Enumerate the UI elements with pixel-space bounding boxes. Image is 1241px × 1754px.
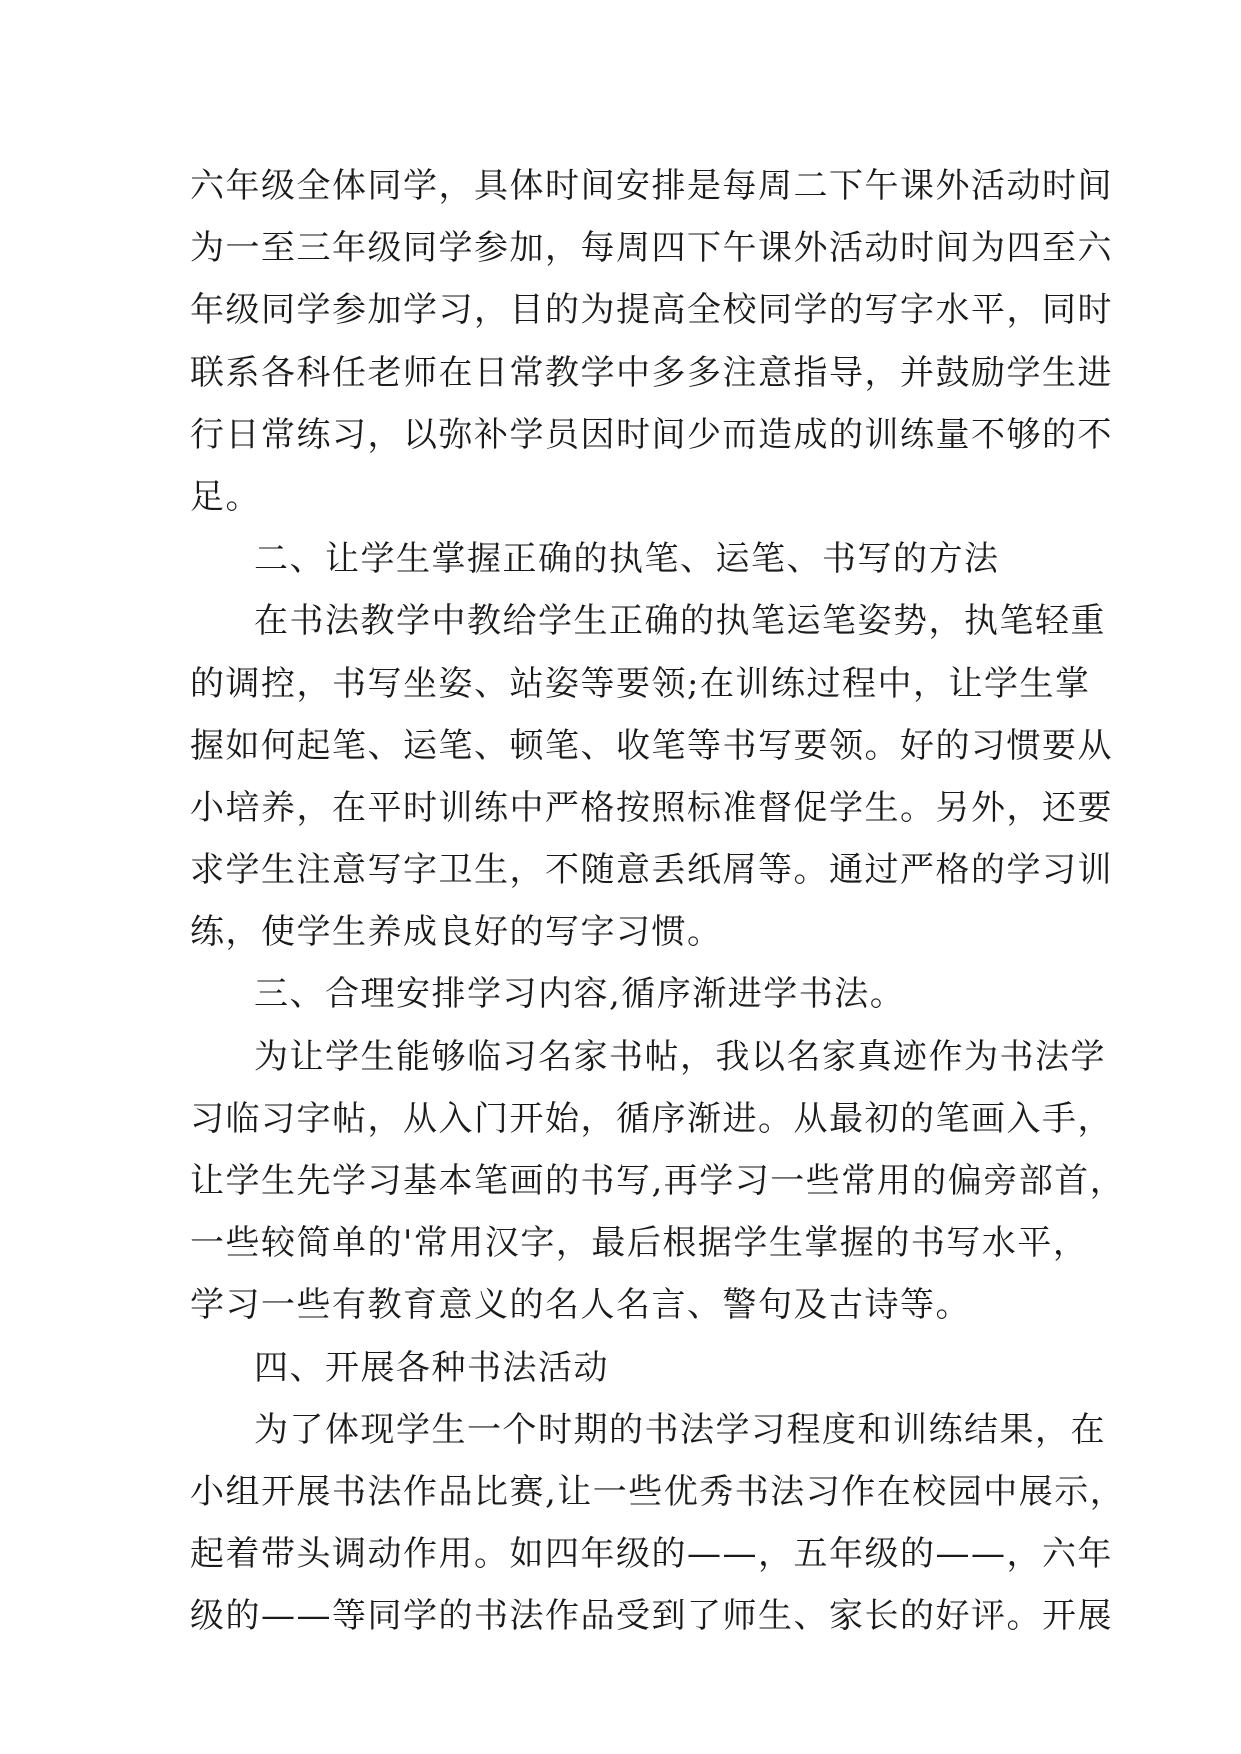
body-line: 为了体现学生一个时期的书法学习程度和训练结果，在 <box>254 1409 1106 1450</box>
body-line: 握如何起笔、运笔、顿笔、收笔等书写要领。好的习惯要从 <box>190 725 1113 766</box>
body-line: 练，使学生养成良好的写字习惯。 <box>190 912 723 953</box>
body-line: 为让学生能够临习名家书帖，我以名家真迹作为书法学 <box>254 1036 1106 1077</box>
body-line: 求学生注意写字卫生，不随意丢纸屑等。通过严格的学习训 <box>190 850 1113 891</box>
document-body <box>190 155 1126 1648</box>
section-heading: 二、让学生掌握正确的执笔、运笔、书写的方法 <box>254 539 1000 580</box>
body-line: 行日常练习，以弥补学员因时间少而造成的训练量不够的不 <box>190 414 1113 455</box>
body-line: 一些较简单的'常用汉字，最后根据学生掌握的书写水平， <box>190 1223 1089 1264</box>
body-line: 习临习字帖，从入门开始，循序渐进。从最初的笔画入手， <box>190 1098 1113 1139</box>
body-line: 让学生先学习基本笔画的书写,再学习一些常用的偏旁部首， <box>190 1161 1126 1201</box>
body-line: 级的——等同学的书法作品受到了师生、家长的好评。开展 <box>190 1596 1113 1637</box>
body-line: 为一至三年级同学参加，每周四下午课外活动时间为四至六 <box>190 228 1113 269</box>
body-line: 足。 <box>190 476 261 517</box>
body-line: 学习一些有教育意义的名人名言、警句及古诗等。 <box>190 1285 971 1326</box>
body-line: 起着带头调动作用。如四年级的——，五年级的——，六年 <box>190 1534 1113 1575</box>
body-line: 小组开展书法作品比赛,让一些优秀书法习作在校园中展示， <box>190 1471 1126 1512</box>
body-line: 联系各科任老师在日常教学中多多注意指导，并鼓励学生进 <box>190 352 1113 393</box>
body-line: 在书法教学中教给学生正确的执笔运笔姿势，执笔轻重 <box>254 601 1106 642</box>
body-line: 小培养，在平时训练中严格按照标准督促学生。另外，还要 <box>190 787 1113 828</box>
section-heading: 三、合理安排学习内容,循序渐进学书法。 <box>254 974 906 1015</box>
body-line: 的调控，书写坐姿、站姿等要领;在训练过程中，让学生掌 <box>190 663 1091 704</box>
section-heading: 四、开展各种书法活动 <box>254 1347 609 1388</box>
body-line: 年级同学参加学习，目的为提高全校同学的写字水平，同时 <box>190 290 1113 331</box>
body-line: 六年级全体同学，具体时间安排是每周二下午课外活动时间 <box>190 166 1113 206</box>
